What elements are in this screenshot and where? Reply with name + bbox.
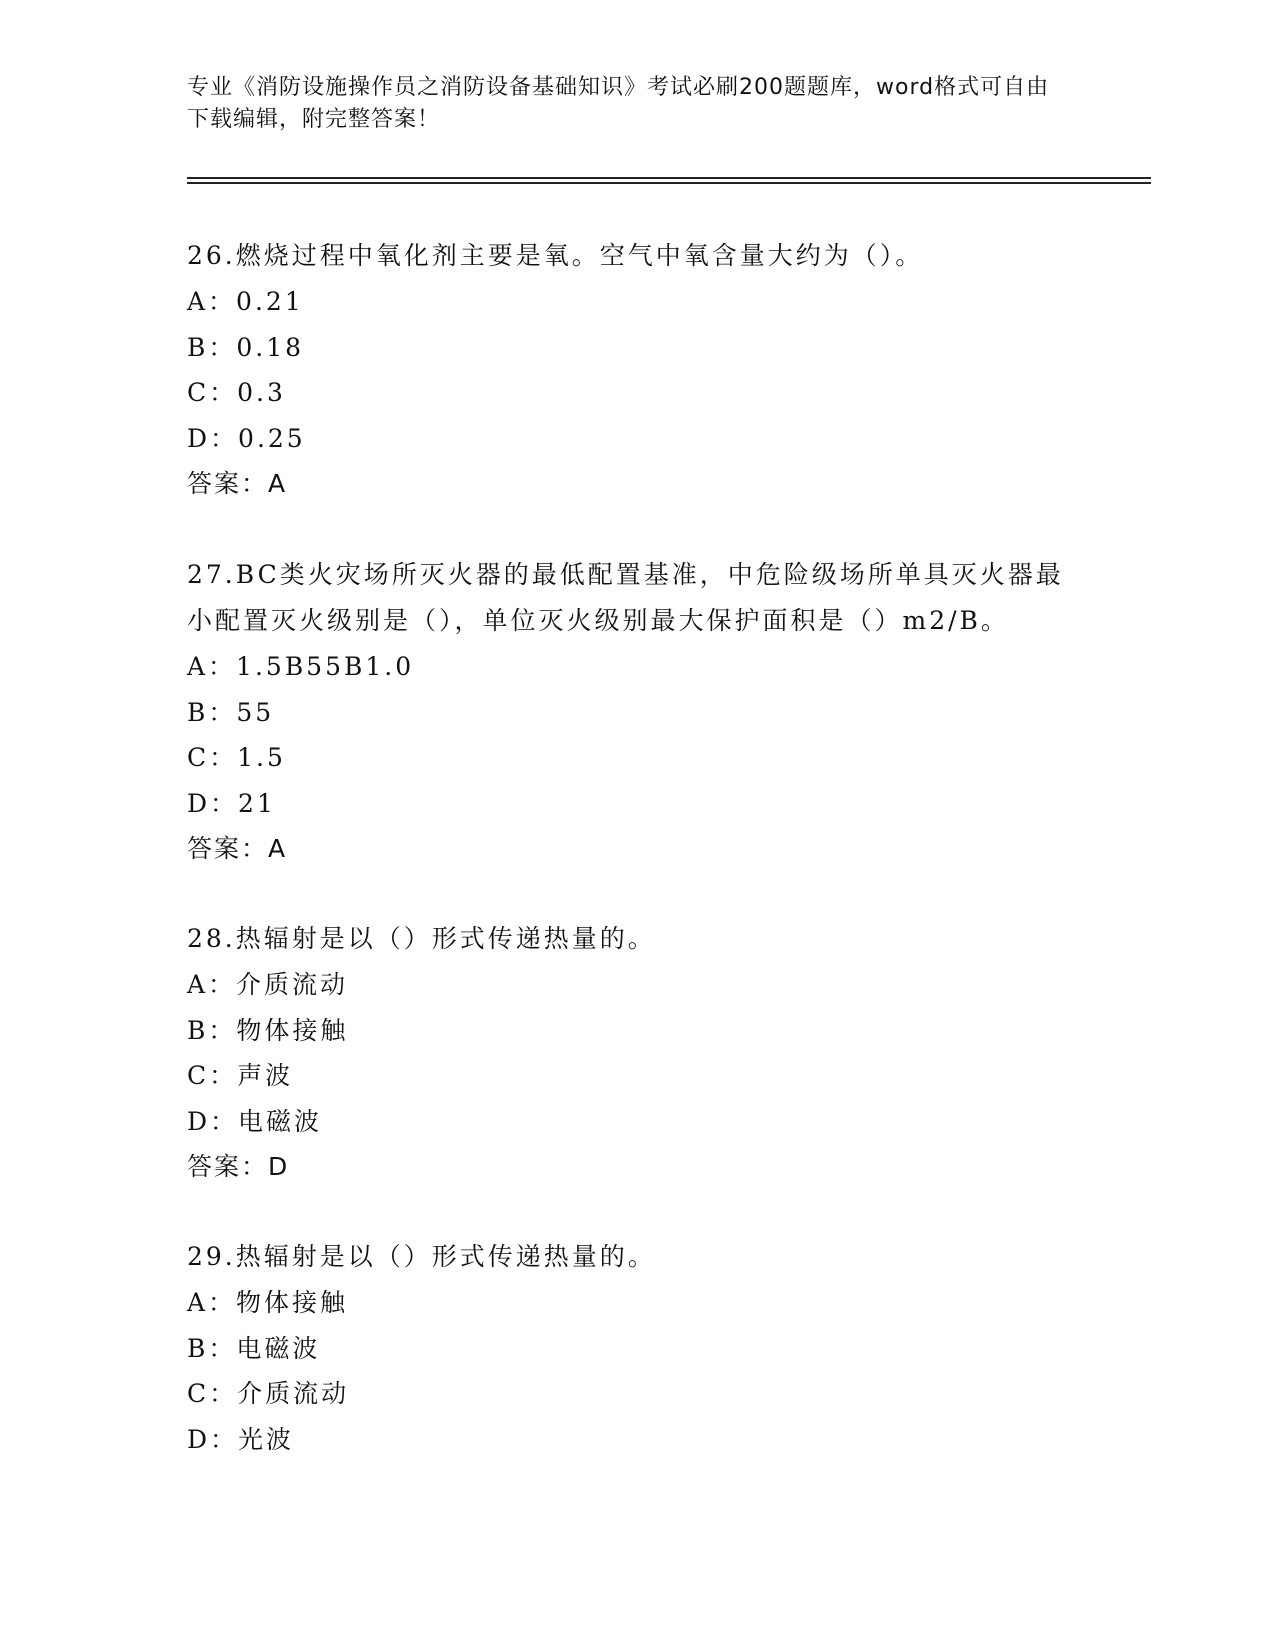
option-c: C：介质流动 <box>187 1379 350 1408</box>
question-29 <box>187 1234 1087 1462</box>
option-b: B：55 <box>187 697 275 727</box>
option-d: D：光波 <box>187 1424 295 1454</box>
question-26 <box>187 233 1087 506</box>
question-27 <box>187 552 1087 871</box>
option-d: D：0.25 <box>187 423 306 453</box>
question-stem: 27.BC类火灾场所灭火器的最低配置基准，中危险级场所单具灭火器最小配置灭火级别是（），单位灭火级别最大保护面积是（）m2/B。 <box>187 560 1064 635</box>
option-d: D：21 <box>187 788 276 818</box>
option-a: A：介质流动 <box>187 970 349 999</box>
option-b: B：物体接触 <box>187 1015 349 1045</box>
option-d: D：电磁波 <box>187 1106 323 1136</box>
option-c: C：0.3 <box>187 378 286 407</box>
document-header: 专业《消防设施操作员之消防设备基础知识》考试必刷200题题库，word格式可自由下载编辑，附完整答案！ <box>187 75 1050 132</box>
option-c: C：1.5 <box>187 743 286 772</box>
option-a: A：1.5B55B1.0 <box>187 652 415 681</box>
header-divider-bottom <box>187 182 1151 184</box>
option-b: B：0.18 <box>187 332 305 362</box>
question-stem: 28.热辐射是以（）形式传递热量的。 <box>187 924 656 953</box>
question-stem: 26.燃烧过程中氧化剂主要是氧。空气中氧含量大约为（）。 <box>187 241 924 270</box>
question-28 <box>187 916 1087 1189</box>
option-a: A：0.21 <box>187 287 304 316</box>
answer: 答案：A <box>187 469 288 498</box>
header-divider-top <box>187 177 1151 179</box>
option-c: C：声波 <box>187 1061 294 1090</box>
answer: 答案：D <box>187 1152 290 1181</box>
question-stem: 29.热辐射是以（）形式传递热量的。 <box>187 1242 656 1271</box>
option-a: A：物体接触 <box>187 1288 349 1317</box>
option-b: B：电磁波 <box>187 1333 321 1363</box>
answer: 答案：A <box>187 834 288 863</box>
